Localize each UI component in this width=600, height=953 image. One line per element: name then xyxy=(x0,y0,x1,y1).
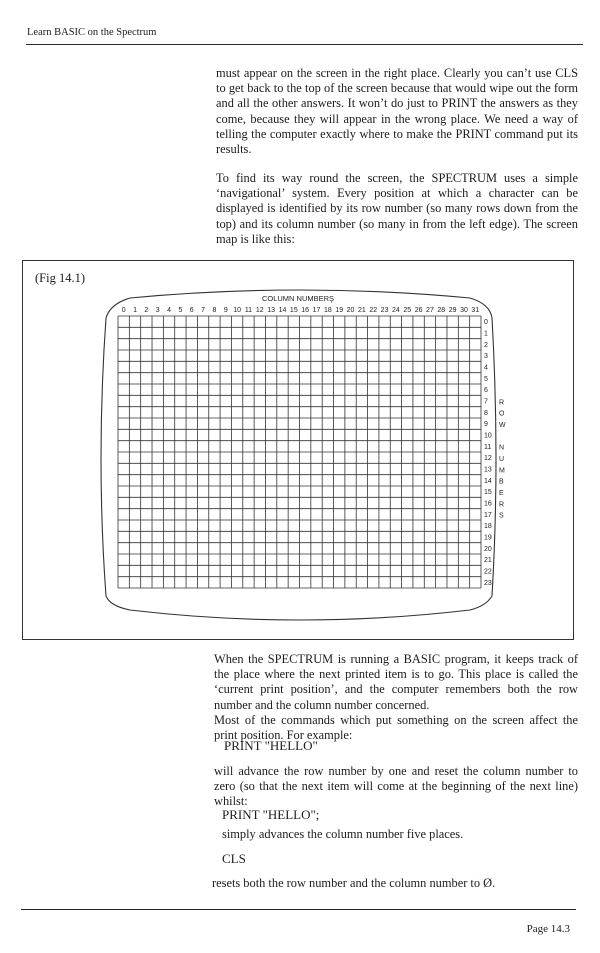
column-number-label: 18 xyxy=(323,307,332,314)
column-number-label: 25 xyxy=(403,307,412,314)
row-axis-title-letter: U xyxy=(499,456,505,463)
row-number-label: 9 xyxy=(484,421,488,429)
row-number-label: 2 xyxy=(484,341,488,349)
column-number-label: 7 xyxy=(201,307,206,314)
paragraph-intro: must appear on the screen in the right place. Clearly you can’t use CLS to get back to the top of the screen because that would wipe out the form and all the other answers. It won’t do just to PRINT the answers as they come, because they will appear in the wrong place. We need a way of telling the computer exactly where to make the PRINT command put its results. xyxy=(216,66,578,157)
column-number-label: 22 xyxy=(369,307,378,314)
column-number-label: 12 xyxy=(255,307,264,314)
row-number-label: 5 xyxy=(484,375,488,383)
paragraph-print-position-b: Most of the commands which put something on the screen affect the print position. For example: xyxy=(214,712,578,743)
column-number-label: 14 xyxy=(278,307,287,314)
column-number-label: 2 xyxy=(144,307,149,314)
column-number-label: 9 xyxy=(223,307,228,314)
page-number: Page 14.3 xyxy=(526,923,570,935)
paragraph-cls-reset: resets both the row number and the column number to Ø. xyxy=(212,876,496,890)
row-axis-title-letter: S xyxy=(499,512,504,520)
row-number-label: 14 xyxy=(484,477,492,485)
row-number-label: 18 xyxy=(484,523,492,531)
paragraph-advance-row: will advance the row number by one and reset the column number to zero (so that the next item will come at the beginning of the next line) whilst: xyxy=(214,764,578,809)
column-number-label: 30 xyxy=(460,307,468,314)
paragraph-print-position xyxy=(214,652,578,743)
row-number-label: 3 xyxy=(484,353,488,361)
column-number-label: 1 xyxy=(133,307,137,314)
row-number-label: 20 xyxy=(484,545,492,553)
paragraph-print-position-a: When the SPECTRUM is running a BASIC program, it keeps track of the place where the next printed item is to go. This place is called the ‘current print position’, and the computer remembers both the row number and the column number concerned. xyxy=(214,652,578,712)
column-number-label: 13 xyxy=(267,307,276,314)
column-number-label: 21 xyxy=(357,307,366,314)
tv-screen-outline xyxy=(101,290,496,620)
column-number-label: 24 xyxy=(392,307,400,314)
row-axis-title-letter: R xyxy=(499,501,505,509)
column-number-label: 15 xyxy=(289,307,298,314)
row-number-label: 8 xyxy=(484,409,488,417)
row-number-label: 0 xyxy=(484,319,488,327)
row-axis-title-letter: E xyxy=(499,490,504,497)
column-number-label: 4 xyxy=(167,307,171,314)
code-example-print: PRINT "HELLO" xyxy=(224,738,318,753)
row-number-label: 13 xyxy=(484,466,492,474)
row-number-labels xyxy=(484,319,492,587)
row-axis-title xyxy=(499,399,506,519)
row-number-label: 12 xyxy=(484,455,492,463)
column-number-label: 0 xyxy=(121,307,126,314)
row-number-label: 4 xyxy=(484,364,488,372)
column-number-label: 5 xyxy=(178,307,183,314)
paragraph-advance-column: simply advances the column number five places. xyxy=(222,827,464,841)
footer-rule xyxy=(21,909,576,910)
column-number-label: 3 xyxy=(155,307,160,314)
row-axis-title-letter: M xyxy=(499,467,505,475)
row-number-label: 21 xyxy=(484,557,492,565)
column-number-label: 19 xyxy=(335,307,344,314)
row-number-label: 6 xyxy=(484,387,488,395)
row-axis-title-letter: B xyxy=(499,478,504,486)
column-number-label: 17 xyxy=(312,307,321,314)
row-axis-title-letter: N xyxy=(499,444,505,452)
row-number-label: 7 xyxy=(484,398,488,406)
column-number-label: 20 xyxy=(346,307,355,314)
column-number-labels xyxy=(122,307,480,314)
paragraph-navigation: To find its way round the screen, the SPECTRUM uses a simple ‘navigational’ system. Every position at which a character can be displayed is identified by its row number (so many rows down from the top) and its column number (so many in from the left edge). The screen map is like this: xyxy=(216,171,578,246)
row-number-label: 22 xyxy=(484,568,492,576)
row-number-label: 10 xyxy=(484,432,492,440)
column-number-label: 28 xyxy=(437,307,446,314)
running-head-title: Learn BASIC on the Spectrum xyxy=(27,27,157,38)
code-example-print-semicolon: PRINT "HELLO"; xyxy=(222,807,320,822)
figure-label: (Fig 14.1) xyxy=(35,271,85,285)
row-number-label: 16 xyxy=(484,500,492,508)
column-number-label: 11 xyxy=(244,307,253,314)
row-axis-title-letter: R xyxy=(499,399,505,407)
row-number-label: 19 xyxy=(484,534,492,542)
row-number-label: 1 xyxy=(484,330,488,338)
column-number-label: 8 xyxy=(212,307,217,314)
row-axis-title-letter: W xyxy=(499,422,506,429)
row-number-label: 11 xyxy=(484,443,492,451)
row-axis-title-letter: O xyxy=(499,410,505,418)
column-number-label: 31 xyxy=(471,307,480,314)
row-number-label: 15 xyxy=(484,489,492,497)
column-number-label: 27 xyxy=(426,307,434,314)
row-number-label: 23 xyxy=(484,579,492,587)
column-axis-title: COLUMN NUMBERŞ xyxy=(261,294,335,303)
column-number-label: 26 xyxy=(414,307,423,314)
column-number-label: 6 xyxy=(189,307,194,314)
code-example-cls: CLS xyxy=(222,851,246,866)
column-number-label: 29 xyxy=(448,307,457,314)
row-number-label: 17 xyxy=(484,511,492,519)
character-grid xyxy=(118,316,481,588)
column-number-label: 10 xyxy=(233,307,242,314)
column-number-label: 16 xyxy=(301,307,310,314)
column-number-label: 23 xyxy=(380,307,389,314)
